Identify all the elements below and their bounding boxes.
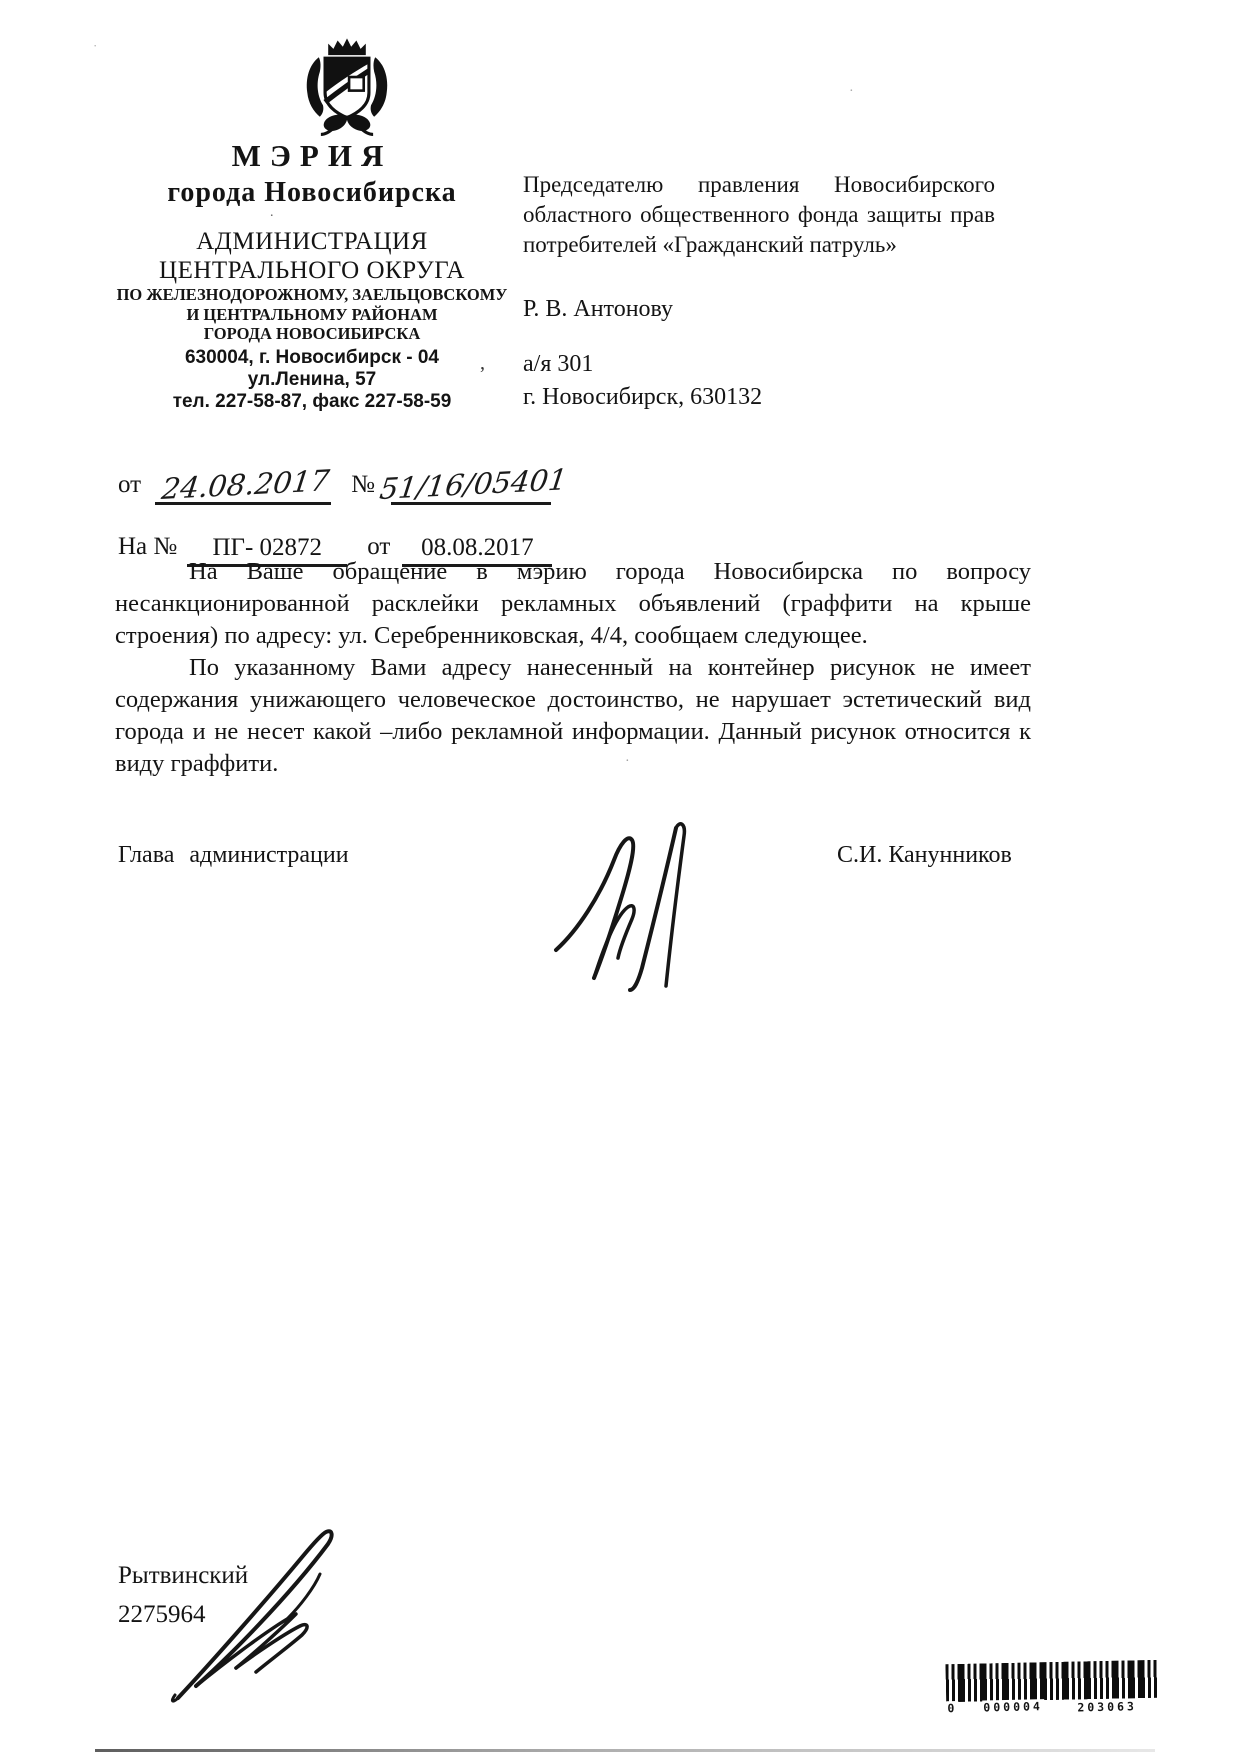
body-paragraph: На Ваше обращение в мэрию города Новосибирска по вопросу несанкционированной расклейки рекламных объявлений (граффити на крыше строения) по адресу: ул. Серебренниковская, 4/4, сообщаем следующее. <box>115 558 1031 649</box>
department-line: И ЦЕНТРАЛЬНОМУ РАЙОНАМ <box>186 304 438 324</box>
incoming-date-label: от <box>367 533 391 560</box>
head-signature-scribble-icon <box>548 818 743 993</box>
letter-body <box>115 556 1031 780</box>
barcode-bars-icon <box>945 1660 1158 1702</box>
recipient-organization: Председателю правления Новосибирского областного общественного фонда защиты прав потребителей «Гражданский патруль» <box>523 172 995 257</box>
barcode-digit-group: 000004 <box>983 1699 1044 1715</box>
department-line: ГОРОДА НОВОСИБИРСКА <box>203 324 421 343</box>
scan-speck: · <box>625 754 630 769</box>
executor-name: Рытвинский <box>118 1562 249 1589</box>
body-paragraph: По указанному Вами адресу нанесенный на контейнер рисунок не имеет содержания унижающего человеческое достоинство, не нарушает эстетический вид города и не несет какой –либо рекламной информации. Данный рисунок относится к виду граффити. <box>115 654 1031 777</box>
scan-bottom-edge-artifact <box>95 1749 1155 1752</box>
novosibirsk-coat-of-arms-icon <box>300 38 394 138</box>
scan-speck: · <box>93 38 98 53</box>
scan-speck: ’ <box>479 363 486 385</box>
executor-phone: 2275964 <box>118 1601 206 1628</box>
signer-position-title: Глава администрации <box>118 842 349 868</box>
sender-letterhead <box>103 138 521 413</box>
registration-barcode <box>945 1660 1158 1720</box>
barcode-digit-group: 203063 <box>1077 1699 1138 1715</box>
incoming-date-value: 08.08.2017 <box>421 534 534 561</box>
scan-speck: · <box>849 84 854 99</box>
incoming-number-value: ПГ- 02872 <box>212 534 323 561</box>
outgoing-date-handwritten: 24.08.2017 <box>159 463 332 506</box>
org-title-line: города Новосибирска <box>167 177 457 208</box>
department-line: ЦЕНТРАЛЬНОГО ОКРУГА <box>159 257 465 284</box>
outgoing-date-field <box>155 462 331 505</box>
outgoing-reference-line <box>118 462 570 506</box>
recipient-city: г. Новосибирск, 630132 <box>523 384 763 410</box>
department-line: ПО ЖЕЛЕЗНОДОРОЖНОМУ, ЗАЕЛЬЦОВСКОМУ <box>116 285 508 304</box>
executor-signature-scribble-icon <box>168 1526 350 1714</box>
barcode-digit-group: 0 <box>947 1700 958 1716</box>
contact-line: ул.Ленина, 57 <box>247 368 377 390</box>
outgoing-date-label: от <box>118 471 142 498</box>
department-line: АДМИНИСТРАЦИЯ <box>196 228 428 255</box>
scan-speck: . <box>270 205 274 220</box>
outgoing-number-field <box>377 462 570 506</box>
recipient-po-box: а/я 301 <box>523 351 594 377</box>
contact-line: тел. 227-58-87, факс 227-58-59 <box>172 390 452 412</box>
barcode-digits <box>946 1697 1158 1717</box>
signer-name: С.И. Канунников <box>837 842 1012 868</box>
outgoing-number-label: № <box>351 471 375 498</box>
incoming-number-label: На № <box>118 533 178 560</box>
outgoing-number-handwritten: 51/16/05401 <box>377 462 570 506</box>
org-title-line: МЭРИЯ <box>231 138 393 173</box>
contact-line: 630004, г. Новосибирск - 04 <box>184 346 439 368</box>
recipient-person: Р. В. Антонову <box>523 296 674 322</box>
